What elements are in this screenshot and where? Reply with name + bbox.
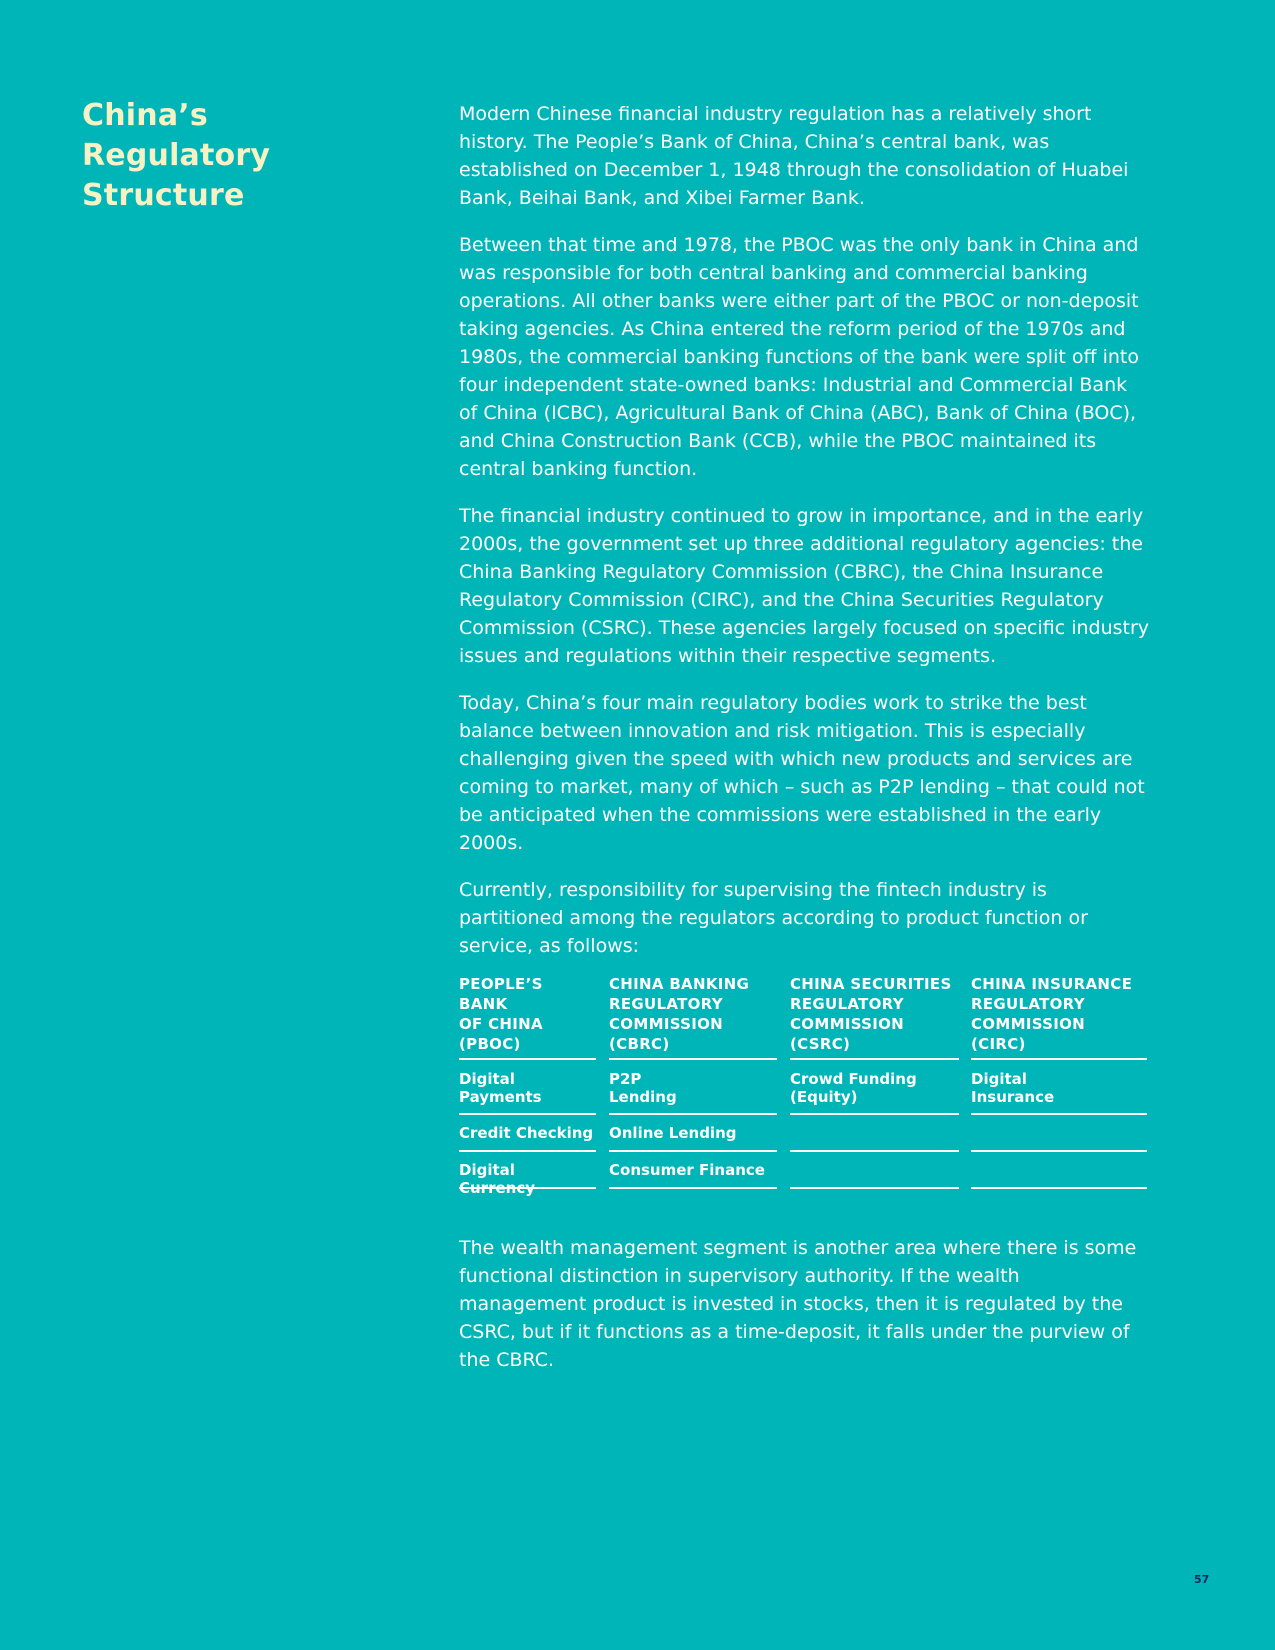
header-line: PEOPLE’S [459, 975, 543, 993]
header-line: COMMISSION [971, 1015, 1086, 1033]
table-column-cbrc [609, 973, 777, 1189]
header-line: (CIRC) [971, 1035, 1026, 1053]
column-header [971, 973, 1147, 1060]
body-text [459, 100, 1151, 979]
cell-line: Insurance [971, 1088, 1055, 1106]
paragraph-pboc: Between that time and 1978, the PBOC was the only bank in China and was responsible for both central banking and commercial banking operations. All other banks were either part of the PBOC or non-deposit taking agencies. As China entered the reform period of the 1970s and 1980s, the commercial banking functions of the bank were split off into four independent state-owned banks: Industrial and Commercial Bank of China (ICBC), Agricultural Bank of China (ABC), Bank of China (BOC), and China Construction Bank (CCB), while the PBOC maintained its central banking function. [459, 234, 1140, 480]
column-header [459, 973, 596, 1060]
table-column-csrc [790, 973, 959, 1189]
table-cell [790, 1060, 959, 1115]
header-line: (CBRC) [609, 1035, 670, 1053]
paragraph-wealth-management: The wealth management segment is another area where there is some functional distinction in supervisory authority. If the wealth management product is invested in stocks, then it is regulated by the CSRC, but if it functions as a time-deposit, it falls under the purview of the CBRC. [459, 1237, 1137, 1371]
cell-line: Online Lending [609, 1124, 737, 1142]
page-number: 57 [1194, 1573, 1210, 1586]
table-cell [609, 1060, 777, 1115]
table-cell [609, 1152, 777, 1189]
header-line: OF CHINA [459, 1015, 543, 1033]
cell-line: Digital Currency [459, 1161, 536, 1197]
header-line: REGULATORY [609, 995, 723, 1013]
page-title-line: Regulatory [82, 138, 271, 173]
page-title-line: China’s [82, 98, 208, 133]
table-cell [971, 1152, 1147, 1189]
table-cell [790, 1115, 959, 1152]
cell-line: Consumer Finance [609, 1161, 765, 1179]
cell-line: Payments [459, 1088, 542, 1106]
table-cell [971, 1115, 1147, 1152]
header-line: REGULATORY [790, 995, 904, 1013]
table-column-pboc [459, 973, 596, 1197]
header-line: (CSRC) [790, 1035, 851, 1053]
table-cell [459, 1060, 596, 1115]
cell-line: Lending [609, 1088, 677, 1106]
header-line: COMMISSION [609, 1015, 724, 1033]
column-header [609, 973, 777, 1060]
table-cell [609, 1115, 777, 1152]
header-line: REGULATORY [971, 995, 1085, 1013]
paragraph-today: Today, China’s four main regulatory bodies work to strike the best balance between innovation and risk mitigation. This is especially challenging given the speed with which new products and services are coming to market, many of which – such as P2P lending – that could not be anticipated when the commissions were established in the early 2000s. [459, 692, 1145, 854]
paragraph-agencies: The financial industry continued to grow in importance, and in the early 2000s, the government set up three additional regulatory agencies: the China Banking Regulatory Commission (CBRC), the China Insurance Regulatory Commission (CIRC), and the China Securities Regulatory Commission (CSRC). These agencies largely focused on specific industry issues and regulations within their respective segments. [459, 505, 1150, 667]
header-line: BANK [459, 995, 508, 1013]
header-line: (PBOC) [459, 1035, 521, 1053]
page-title [82, 96, 342, 216]
table-cell [790, 1152, 959, 1189]
cell-line: (Equity) [790, 1088, 858, 1106]
regulator-table [459, 973, 1147, 1197]
paragraph-history: Modern Chinese financial industry regulation has a relatively short history. The People’s Bank of China, China’s central bank, was established on December 1, 1948 through the consolidation of Huabei Bank, Beihai Bank, and Xibei Farmer Bank. [459, 103, 1129, 209]
cell-line: Credit Checking [459, 1124, 594, 1142]
table-cell [971, 1060, 1147, 1115]
table-cell [459, 1152, 596, 1197]
header-line: CHINA INSURANCE [971, 975, 1133, 993]
header-line: COMMISSION [790, 1015, 905, 1033]
page-title-line: Structure [82, 178, 245, 213]
table-column-circ [971, 973, 1147, 1189]
cell-line: Digital [971, 1070, 1027, 1088]
column-header [790, 973, 959, 1060]
cell-line: P2P [609, 1070, 642, 1088]
cell-line: Crowd Funding [790, 1070, 917, 1088]
header-line: CHINA BANKING [609, 975, 750, 993]
paragraph-currently: Currently, responsibility for supervising the fintech industry is partitioned among the regulators according to product function or service, as follows: [459, 879, 1088, 957]
header-line: CHINA SECURITIES [790, 975, 952, 993]
table-cell [459, 1115, 596, 1152]
cell-line: Digital [459, 1070, 515, 1088]
